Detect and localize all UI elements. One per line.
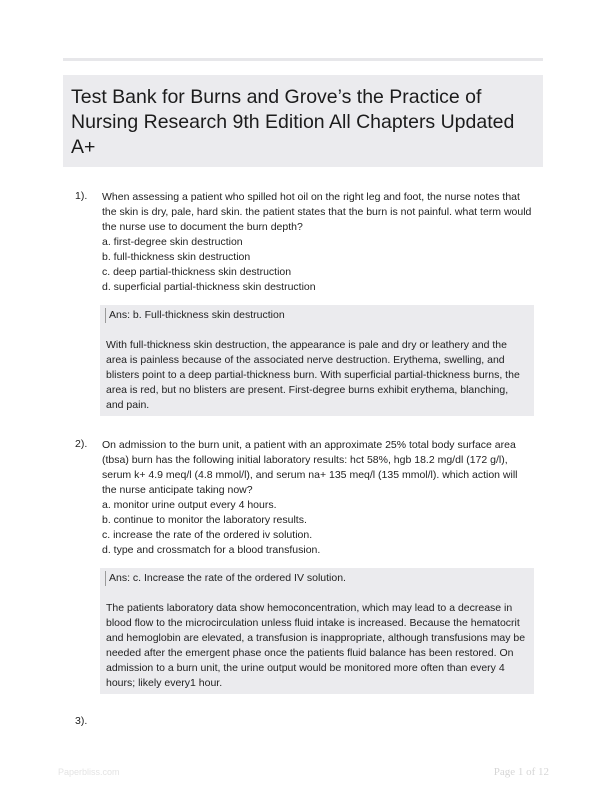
- option-d: d. type and crossmatch for a blood transfusion.: [102, 544, 321, 556]
- question-number: 3).: [75, 715, 88, 727]
- page-title: Test Bank for Burns and Grove’s the Practice of Nursing Research 9th Edition All Chapters Updated A+: [71, 86, 515, 158]
- footer-watermark: Paperbliss.com: [58, 767, 120, 777]
- page-indicator: Page 1 of 12: [493, 766, 549, 778]
- answer-explanation: The patients laboratory data show hemoconcentration, which may lead to a decrease in blood flow to the microcirculation unless fluid intake is increased. Because the hematocrit and hemoglobin are elevated, a transfusion is inappropriate, although transfusions may be needed after the emergent phase once the patients fluid balance has been restored. On admission to a burn unit, the urine output would be monitored more often than every 4 hours; likely every1 hour.: [106, 602, 526, 689]
- answer-line: Ans: c. Increase the rate of the ordered IV solution.: [105, 571, 528, 586]
- answer-box-2: [100, 568, 534, 694]
- option-d: d. superficial partial-thickness skin destruction: [102, 281, 316, 293]
- option-a: a. first-degree skin destruction: [102, 236, 243, 248]
- option-a: a. monitor urine output every 4 hours.: [102, 499, 277, 511]
- answer-line: Ans: b. Full-thickness skin destruction: [105, 308, 528, 323]
- question-body: [102, 438, 532, 558]
- title-banner: [63, 75, 543, 167]
- option-b: b. continue to monitor the laboratory results.: [102, 514, 307, 526]
- option-c: c. deep partial-thickness skin destruction: [102, 266, 292, 278]
- question-number: 1).: [75, 190, 88, 202]
- answer-explanation: With full-thickness skin destruction, the appearance is pale and dry or leathery and the area is painless because of the associated nerve destruction. Erythema, swelling, and blisters point to a deep partial-thickness burn. With superficial partial-thickness burns, the area is red, but no blisters are present. First-degree burns exhibit erythema, blanching, and pain.: [106, 339, 520, 411]
- question-stem: On admission to the burn unit, a patient with an approximate 25% total body surface area (tbsa) burn has the following initial laboratory results: hct 58%, hgb 18.2 mg/dl (172 g/l), serum k+ 4.9 meq/l (4.8 mmol/l), and serum na+ 135 meq/l (135 mmol/l). which action will the nurse anticipate taking now?: [102, 439, 518, 496]
- top-divider: [63, 58, 543, 61]
- option-b: b. full-thickness skin destruction: [102, 251, 251, 263]
- answer-box-1: [100, 305, 534, 416]
- question-number: 2).: [75, 438, 88, 450]
- question-stem: When assessing a patient who spilled hot oil on the right leg and foot, the nurse notes that the skin is dry, pale, hard skin. the patient states that the burn is not painful. what term would the nurse use to document the burn depth?: [102, 191, 532, 233]
- option-c: c. increase the rate of the ordered iv solution.: [102, 529, 313, 541]
- question-body: [102, 190, 532, 295]
